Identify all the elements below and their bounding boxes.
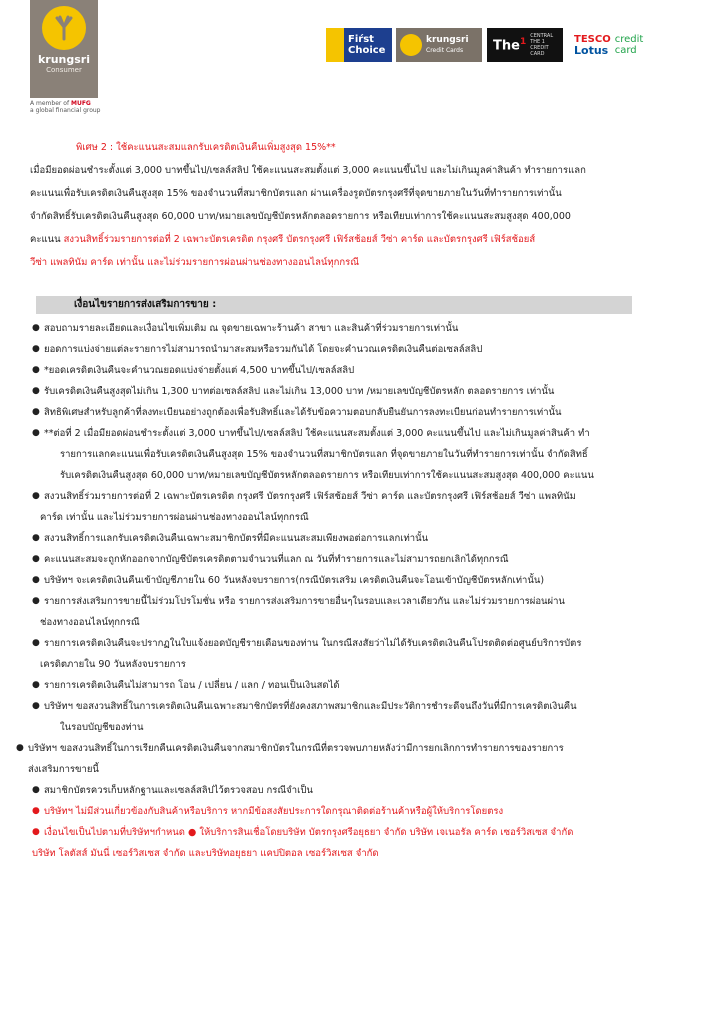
kcc-line1: krungsri — [426, 34, 469, 45]
special-offer-section — [30, 136, 700, 274]
condition-line: ● รายการเครดิตเงินคืนไม่สามารถ โอน / เปลี่ยน / แลก / ทอนเป็นเงินสดได้ — [44, 680, 340, 691]
condition-item — [32, 318, 700, 339]
condition-item — [32, 528, 700, 549]
condition-line: ● **ต่อที่ 2 เมื่อมียอดผ่อนชำระตั้งแต่ 3,000 บาทขึ้นไป/เซลล์สลิป ใช้คะแนนสะสมตั้งแต่ 3,000 คะแนนขึ้นไป และไม่เกินมูลค่าสินค้า ทำ — [44, 428, 590, 439]
conditions-title: เงื่อนไขรายการส่งเสริมการขาย : — [74, 299, 217, 310]
conditions-list — [30, 318, 700, 864]
krungsri-small-emblem-icon — [400, 34, 422, 56]
brand-sub: Consumer — [46, 66, 82, 74]
mufg-tagline — [30, 100, 101, 114]
condition-item — [32, 633, 700, 675]
condition-line: ● บริษัทฯ ขอสงวนสิทธิ์ในการเครดิตเงินคืนเฉพาะสมาชิกบัตรที่ยังคงสภาพสมาชิกและมีประวัติการชำระดีจนถึงวันที่มีการเครดิตเงินคืน — [44, 701, 577, 712]
special-line5: วีซ่า แพลทินัม คาร์ด เท่านั้น และไม่ร่วมรายการผ่อนผ่านช่องทางออนไลน์ทุกกรณี — [30, 257, 360, 268]
condition-line: ● คะแนนสะสมจะถูกหักออกจากบัญชีบัตรเครดิตตามจำนวนที่แลก ณ วันที่ทำรายการและไม่สามารถยกเลิกได้ทุกกรณี — [44, 554, 509, 565]
condition-item — [32, 591, 700, 633]
special-line1: เมื่อมียอดผ่อนชำระตั้งแต่ 3,000 บาทขึ้นไป/เซลล์สลิป ใช้คะแนนสะสมตั้งแต่ 3,000 คะแนนขึ้นไป และไม่เกินมูลค่าสินค้า ทำรายการแลก — [30, 165, 586, 176]
sub-bullet-3 — [32, 822, 700, 864]
mufg-name: MUFG — [70, 100, 91, 107]
krungsri-credit-cards-logo — [396, 28, 482, 62]
condition-line: ● สิทธิพิเศษสำหรับลูกค้าที่ลงทะเบียนอย่างถูกต้องเพื่อรับสิทธิ์และได้รับข้อความตอบกลับยืนยันการลงทะเบียนก่อนทำรายการเท่านั้น — [44, 407, 562, 418]
condition-line: ● รับเครดิตเงินคืนสูงสุดไม่เกิน 1,300 บาทต่อเซลล์สลิป และไม่เกิน 13,000 บาท /หมายเลขบัญชีบัตรหลัก ตลอดรายการ เท่านั้น — [44, 386, 555, 397]
condition-line: ● รายการส่งเสริมการขายนี้ไม่ร่วมโปรโมชั่น หรือ รายการส่งเสริมการขายอื่นๆในรอบและเวลาเดียวกัน และไม่ร่วมรายการผ่อนผ่าน — [44, 596, 565, 607]
mufg-tag: a global financial group — [30, 107, 101, 114]
firstchoice-logo — [326, 28, 392, 62]
special-line4 — [30, 228, 700, 251]
krungsri-logo — [30, 0, 98, 98]
tesco-lotus: Lotus — [574, 43, 609, 57]
brand-name: krungsri — [37, 53, 91, 66]
firstchoice-line1: Fiŕst — [348, 34, 374, 45]
condition-line: ● ยอดการแบ่งจ่ายแต่ละรายการไม่สามารถนำมาสะสมหรือรวมกันได้ โดยจะคำนวณเครดิตเงินคืนต่อเซลล์สลิป — [44, 344, 483, 355]
condition-item — [32, 381, 700, 402]
sub-item3a: เงื่อนไขเป็นไปตามที่บริษัทฯกำหนด — [44, 827, 185, 838]
firstchoice-line2: Choice — [348, 45, 386, 56]
sub-item1: สมาชิกบัตรควรเก็บหลักฐานและเซลล์สลิปไว้ตรวจสอบ กรณีจำเป็น — [44, 785, 313, 796]
mufg-prefix: A member of — [30, 100, 70, 107]
the1-logo — [487, 28, 563, 62]
tesco-lotus-logo — [574, 28, 654, 62]
red-bullet-icon: ● — [188, 827, 197, 838]
condition-line: ● สงวนสิทธิ์การแลกรับเครดิตเงินคืนเฉพาะสมาชิกบัตรที่มีคะแนนสะสมเพียงพอต่อการแลกเท่านั้น — [44, 533, 429, 544]
condition-item — [32, 360, 700, 381]
special-line4-red: สงวนสิทธิ์ร่วมรายการต่อที่ 2 เฉพาะบัตรเครดิต กรุงศรี บัตรกรุงศรี เฟิร์สช้อยส์ วีซ่า คาร์ด และบัตรกรุงศรี เฟิร์สช้อยส์ — [63, 234, 536, 245]
conditions-heading-bar — [36, 296, 632, 314]
the1-sup: 1 — [519, 36, 527, 47]
tesco-cc2: card — [614, 45, 637, 56]
condition-line: คาร์ด เท่านั้น และไม่ร่วมรายการผ่อนผ่านช่องทางออนไลน์ทุกกรณี — [40, 512, 309, 523]
condition-item — [32, 402, 700, 423]
special-line3: จำกัดสิทธิ์รับเครดิตเงินคืนสูงสุด 60,000 บาท/หมายเลขบัญชีบัตรหลักตลอดรายการ หรือเทียบเท่าการใช้คะแนนสะสมสูงสุด 400,000 — [30, 211, 571, 222]
the1-main: The — [493, 38, 520, 54]
condition-line: ● สงวนสิทธิ์ร่วมรายการต่อที่ 2 เฉพาะบัตรเครดิต กรุงศรี บัตรกรุงศรี เฟิร์สช้อยส์ วีซ่า คาร์ด และบัตรกรุงศรี เฟิร์สช้อยส์ วีซ่า แพลทินัม — [44, 491, 576, 502]
sub-item3c: บริษัท โลตัสส์ มันนี่ เซอร์วิสเซส จำกัด และบริษัทอยุธยา แคปปิตอล เซอร์วิสเซส จำกัด — [32, 848, 379, 859]
sub-item2: บริษัทฯ ไม่มีส่วนเกี่ยวข้องกับสินค้าหรือบริการ หากมีข้อสงสัยประการใดกรุณาติดต่อร้านค้าหรือผู้ให้บริการโดยตรง — [44, 806, 504, 817]
condition-line: ในรอบบัญชีของท่าน — [60, 722, 144, 733]
sub-item3b: ให้บริการสินเชื่อโดยบริษัท บัตรกรุงศรีอยุธยา จำกัด บริษัท เจเนอรัล คาร์ด เซอร์วิสเซส จำกัด — [199, 827, 574, 838]
special-line2: คะแนนเพื่อรับเครดิตเงินคืนสูงสุด 15% ของจำนวนที่สมาชิกบัตรแลก ผ่านเครื่องรูดบัตรกรุงศรีที่จุดขายภายในวันที่ทำรายการเท่านั้น — [30, 188, 562, 199]
firstchoice-y-icon — [326, 28, 344, 62]
sub-bullet-1 — [32, 780, 700, 801]
special-line4-black: คะแนน — [30, 234, 64, 245]
condition-line: ● *ยอดเครดิตเงินคืนจะคำนวณยอดแบ่งจ่ายตั้งแต่ 4,500 บาทขึ้นไป/เซลล์สลิป — [44, 365, 355, 376]
condition-line: ● บริษัทฯ จะเครดิตเงินคืนเข้าบัญชีภายใน 60 วันหลังจบรายการ(กรณีบัตรเสริม เครดิตเงินคืนจะโอนเข้าบัญชีบัตรหลักเท่านั้น) — [44, 575, 545, 586]
header — [0, 0, 728, 130]
condition-item — [32, 549, 700, 570]
condition-item — [32, 696, 700, 738]
outer-line2: ส่งเสริมการขายนี้ — [28, 764, 99, 775]
condition-line: ● รายการเครดิตเงินคืนจะปรากฏในใบแจ้งยอดบัญชีรายเดือนของท่าน ในกรณีสงสัยว่าไม่ได้รับเครดิตเงินคืนโปรดติดต่อศูนย์บริการบัตร — [44, 638, 582, 649]
sub-bullet-2 — [32, 801, 700, 822]
condition-item — [32, 486, 700, 528]
the1-sub2: THE 1 — [530, 39, 545, 45]
condition-line: ● สอบถามรายละเอียดและเงื่อนไขเพิ่มเติม ณ จุดขายเฉพาะร้านค้า สาขา และสินค้าที่ร่วมรายการเท่านั้น — [44, 323, 459, 334]
condition-line: เครดิตภายใน 90 วันหลังจบรายการ — [40, 659, 186, 670]
tesco-top: TESCO — [574, 33, 611, 45]
tesco-cc1: credit — [614, 34, 644, 45]
condition-item — [32, 339, 700, 360]
condition-line: รายการแลกคะแนนเพื่อรับเครดิตเงินคืนสูงสุด 15% ของจำนวนที่สมาชิกบัตรแลก ที่จุดขายภายในวันที่ทำรายการเท่านั้น จำกัดสิทธิ์ — [60, 449, 588, 460]
the1-sub1: CENTRAL — [530, 33, 554, 39]
outer-line1: ● บริษัทฯ ขอสงวนสิทธิ์ในการเรียกคืนเครดิตเงินคืนจากสมาชิกบัตรในกรณีที่ตรวจพบภายหลังว่ามีการยกเลิกการทำรายการของรายการ — [28, 743, 564, 754]
condition-line: ช่องทางออนไลน์ทุกกรณี — [40, 617, 140, 628]
condition-item — [32, 675, 700, 696]
condition-line: รับเครดิตเงินคืนสูงสุด 60,000 บาท/หมายเลขบัญชีบัตรหลักตลอดรายการ หรือเทียบเท่าการใช้คะแนนสะสมสูงสุด 400,000 คะแนน — [60, 470, 594, 481]
outer-bullet — [16, 738, 700, 780]
krungsri-emblem-icon — [42, 6, 86, 50]
condition-item — [32, 423, 700, 486]
kcc-line2: Credit Cards — [426, 46, 464, 54]
special-title: พิเศษ 2 : ใช้คะแนนสะสมแลกรับเครดิตเงินคืนเพิ่มสูงสุด 15%** — [76, 142, 336, 153]
the1-sub3: CREDIT CARD — [530, 45, 549, 57]
condition-item — [32, 570, 700, 591]
